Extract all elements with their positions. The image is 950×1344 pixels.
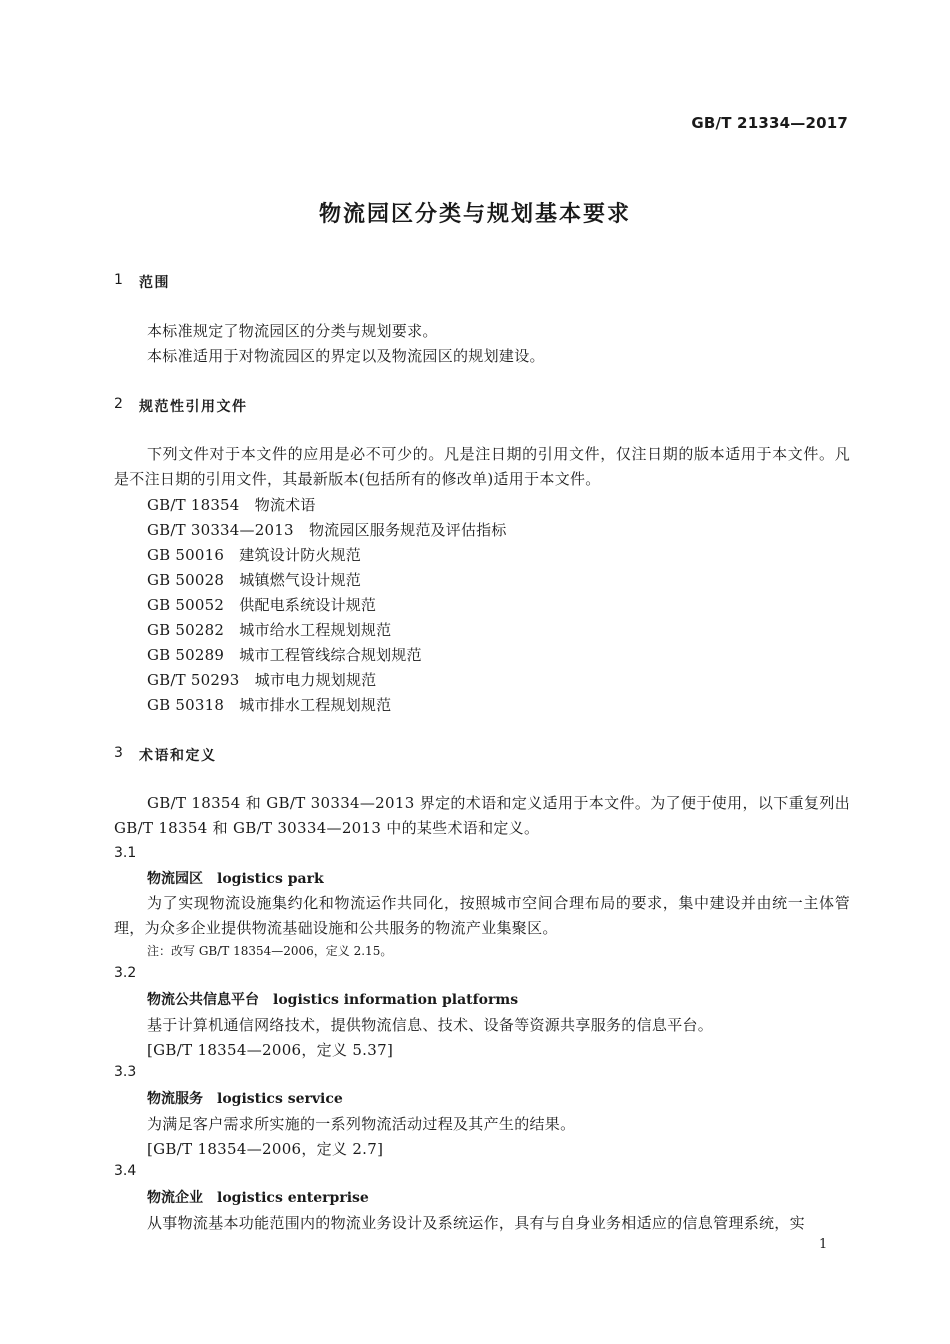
term-chinese: 物流企业 — [147, 1190, 203, 1206]
reference-code: GB 50028 — [147, 571, 225, 589]
term-definition: 基于计算机通信网络技术，提供物流信息、技术、设备等资源共享服务的信息平台。 — [147, 1016, 714, 1034]
section-1-number: 1 — [114, 272, 123, 288]
normative-reference — [147, 669, 376, 690]
clause-number: 3.4 — [114, 1163, 137, 1179]
normative-reference — [147, 569, 361, 590]
term-source: [GB/T 18354—2006，定义 5.37] — [147, 1041, 394, 1059]
term-english: logistics service — [217, 1091, 343, 1107]
term-chinese: 物流公共信息平台 — [147, 992, 259, 1008]
normative-reference — [147, 544, 361, 565]
section-3-title: 术语和定义 — [139, 748, 217, 764]
clause-number: 3.2 — [114, 965, 137, 981]
reference-title: 物流园区服务规范及评估指标 — [308, 521, 507, 539]
page-number: 1 — [819, 1237, 828, 1252]
section-1-para-2: 本标准适用于对物流园区的界定以及物流园区的规划建设。 — [147, 347, 545, 365]
reference-title: 城市给水工程规划规范 — [239, 621, 392, 639]
term-english: logistics park — [217, 871, 324, 887]
reference-code: GB 50289 — [147, 646, 225, 664]
reference-code: GB/T 30334—2013 — [147, 521, 294, 539]
reference-title: 供配电系统设计规范 — [239, 596, 377, 614]
document-title: 物流园区分类与规划基本要求 — [318, 202, 631, 227]
normative-reference — [147, 619, 391, 640]
reference-title: 城市电力规划规范 — [254, 671, 377, 689]
term-heading — [147, 1088, 343, 1108]
reference-code: GB 50052 — [147, 596, 225, 614]
term-definition: 为满足客户需求所实施的一系列物流活动过程及其产生的结果。 — [147, 1115, 576, 1133]
section-1-para-1: 本标准规定了物流园区的分类与规划要求。 — [147, 322, 438, 340]
clause-number: 3.1 — [114, 845, 137, 861]
section-3-number: 3 — [114, 745, 123, 761]
term-heading — [147, 989, 518, 1009]
reference-code: GB/T 18354 — [147, 496, 240, 514]
reference-title: 城镇燃气设计规范 — [239, 571, 361, 589]
term-definition: 从事物流基本功能范围内的物流业务设计及系统运作，具有与自身业务相适应的信息管理系统，实 — [147, 1214, 805, 1232]
clause-number: 3.3 — [114, 1064, 137, 1080]
section-3-intro: GB/T 18354 和 GB/T 30334—2013 界定的术语和定义适用于本文件。为了便于使用，以下重复列出 GB/T 18354 和 GB/T 30334—2013 中的某些术语和定义。 — [114, 794, 850, 837]
term-definition: 为了实现物流设施集约化和物流运作共同化，按照城市空间合理布局的要求，集中建设并由统一主体管理，为众多企业提供物流基础设施和公共服务的物流产业集聚区。 — [114, 894, 850, 937]
reference-title: 建筑设计防火规范 — [239, 546, 361, 564]
reference-title: 城市工程管线综合规划规范 — [239, 646, 422, 664]
reference-code: GB/T 50293 — [147, 671, 240, 689]
section-2-title: 规范性引用文件 — [139, 399, 248, 415]
reference-code: GB 50016 — [147, 546, 225, 564]
normative-reference — [147, 694, 391, 715]
term-source: [GB/T 18354—2006，定义 2.7] — [147, 1140, 384, 1158]
term-english: logistics enterprise — [217, 1190, 369, 1206]
normative-reference — [147, 644, 422, 665]
normative-reference — [147, 494, 316, 515]
normative-reference — [147, 594, 376, 615]
reference-title: 城市排水工程规划规范 — [239, 696, 392, 714]
term-chinese: 物流服务 — [147, 1091, 203, 1107]
normative-reference — [147, 519, 507, 540]
term-heading — [147, 1187, 369, 1207]
term-heading — [147, 868, 324, 888]
reference-code: GB 50282 — [147, 621, 225, 639]
reference-code: GB 50318 — [147, 696, 225, 714]
term-chinese: 物流园区 — [147, 871, 203, 887]
section-2-intro: 下列文件对于本文件的应用是必不可少的。凡是注日期的引用文件，仅注日期的版本适用于本文件。凡是不注日期的引用文件，其最新版本(包括所有的修改单)适用于本文件。 — [114, 445, 850, 488]
term-note: 注：改写 GB/T 18354—2006，定义 2.15。 — [147, 944, 393, 958]
section-2-number: 2 — [114, 396, 123, 412]
term-english: logistics information platforms — [273, 992, 519, 1008]
standard-code: GB/T 21334—2017 — [691, 114, 848, 132]
section-1-title: 范围 — [139, 275, 170, 291]
reference-title: 物流术语 — [254, 496, 316, 514]
